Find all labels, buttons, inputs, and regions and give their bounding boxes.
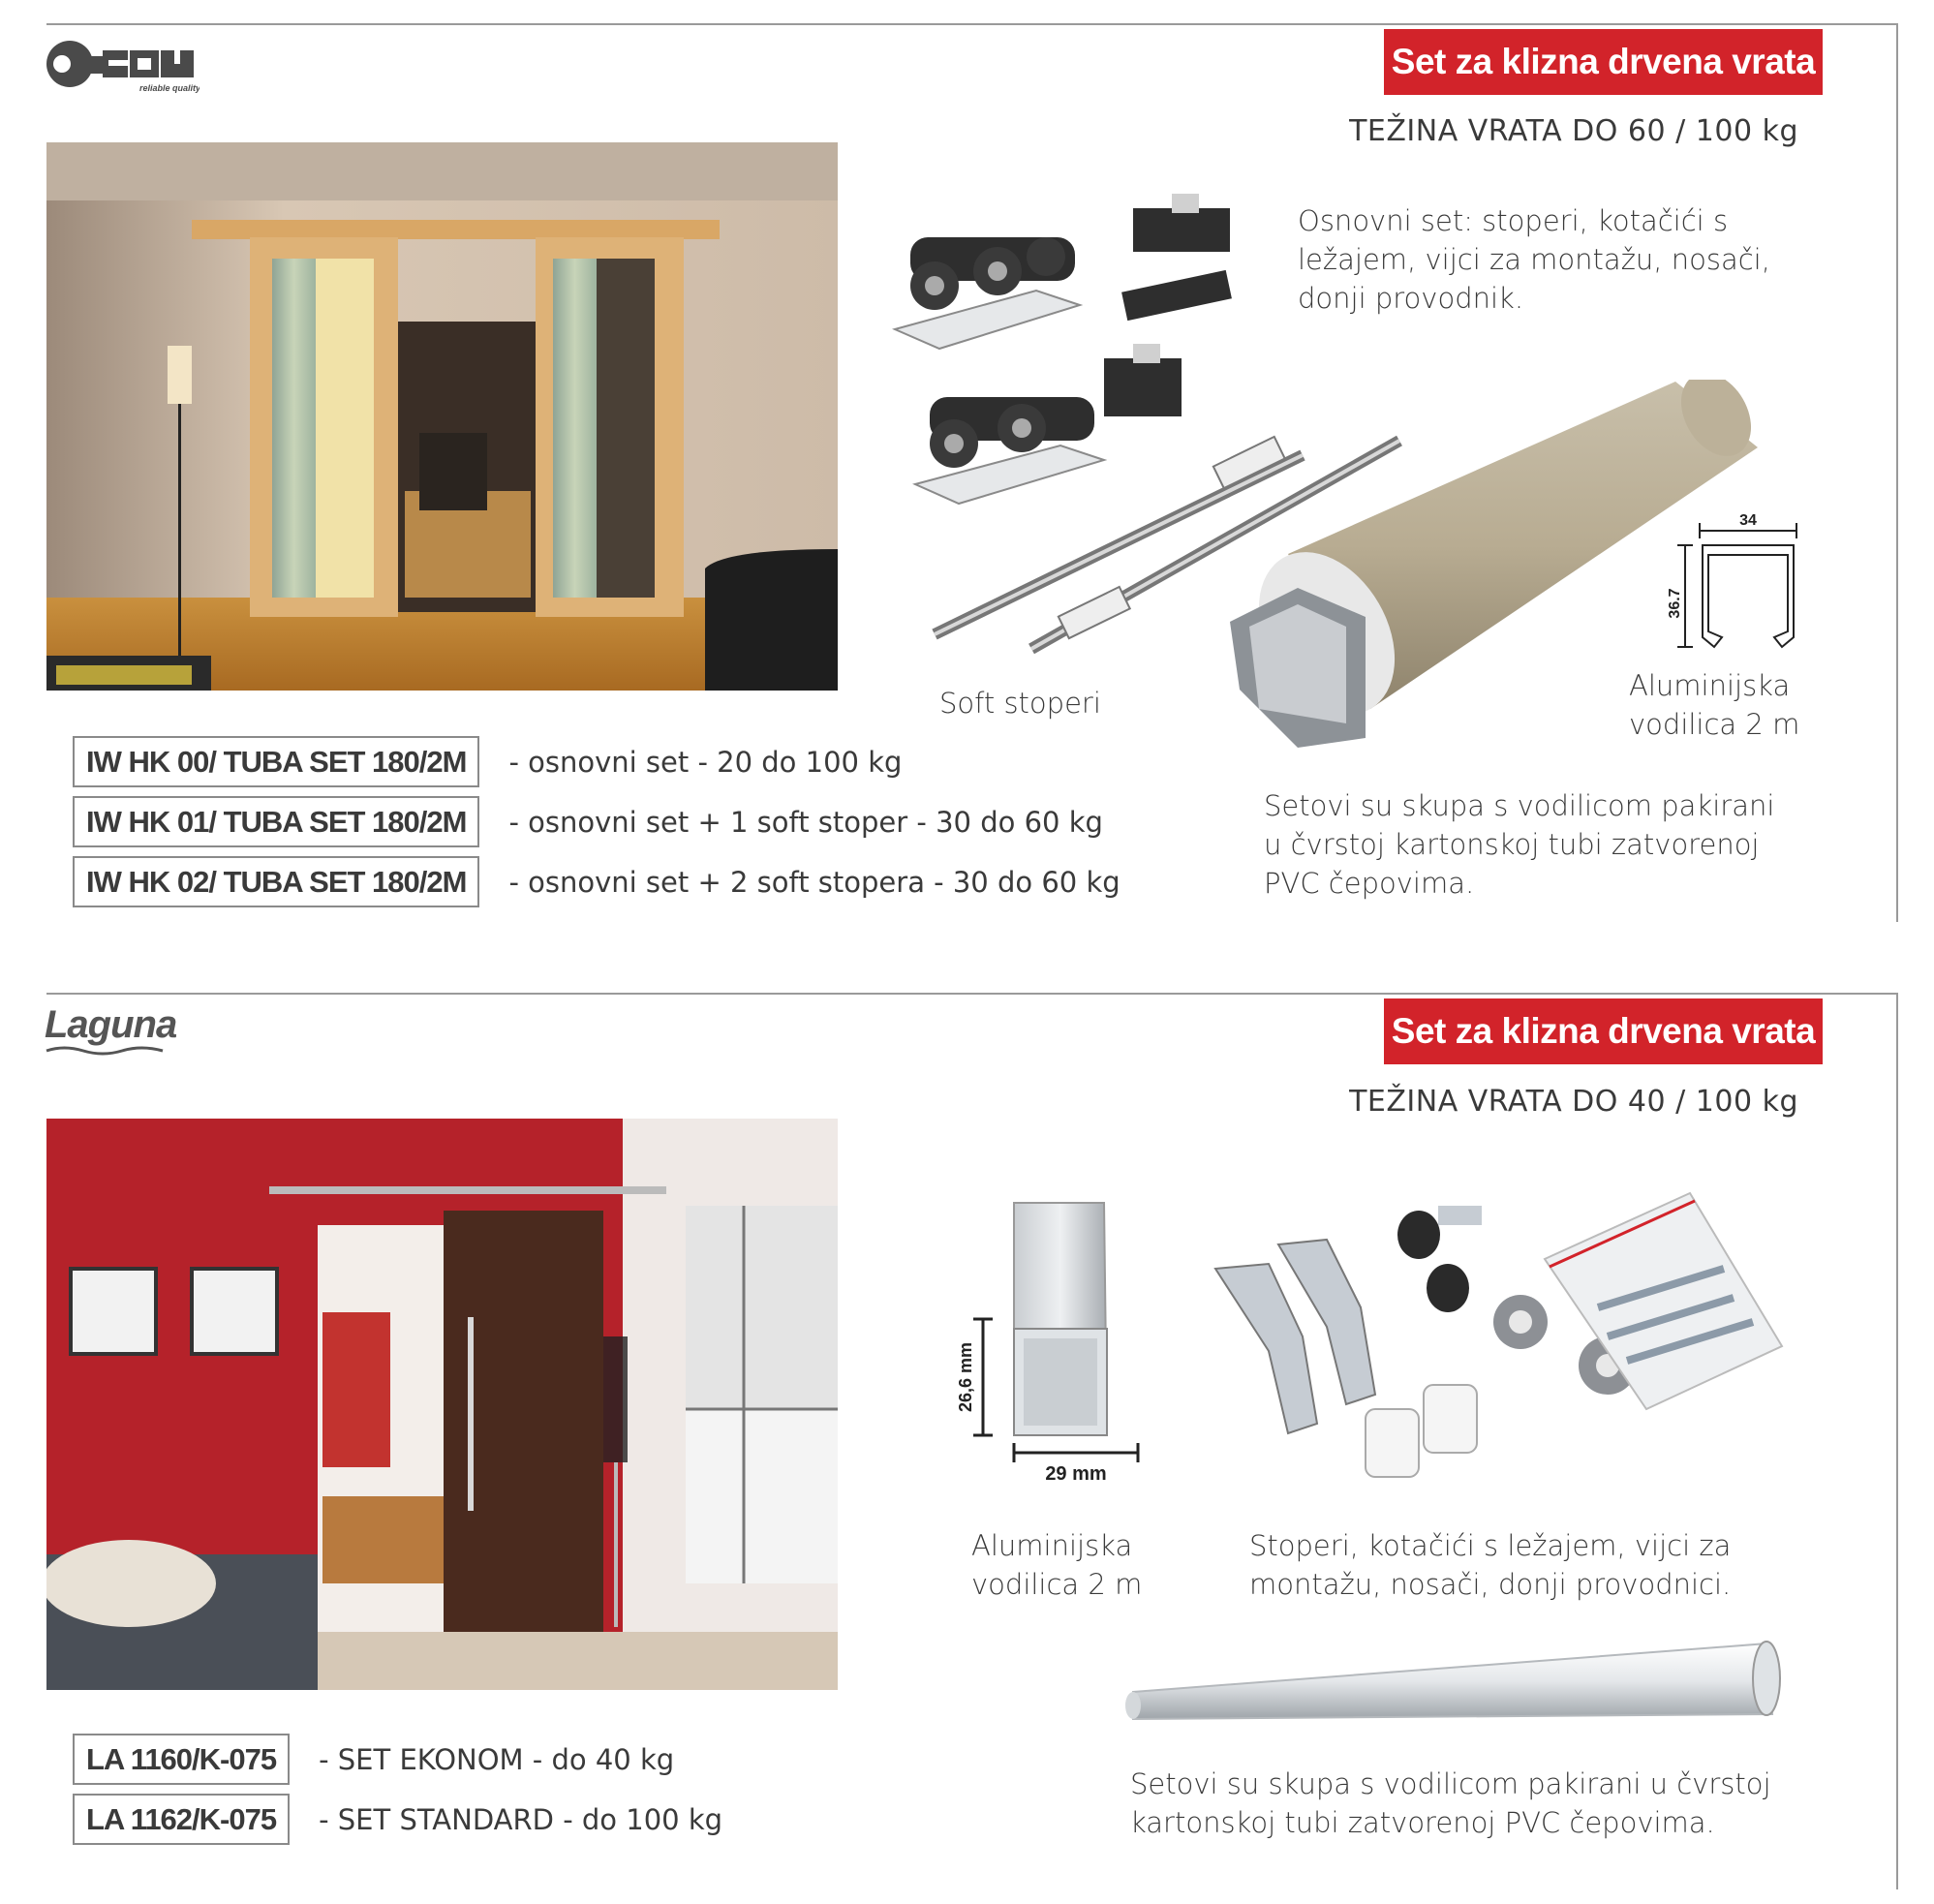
aluminium-rail-image — [944, 1193, 1148, 1488]
soft-stoppers-caption: Soft stoperi — [939, 687, 1101, 720]
packaging-tube-image — [1123, 1632, 1782, 1742]
laguna-logo-text: Laguna — [45, 1003, 177, 1046]
product-row — [73, 1734, 674, 1785]
top-divider — [46, 23, 1898, 25]
product-row — [73, 856, 1120, 907]
product-description: - SET STANDARD - do 100 kg — [319, 1802, 723, 1836]
product-description: - osnovni set - 20 do 100 kg — [508, 745, 903, 779]
rail-caption — [971, 1526, 1142, 1604]
caption-line: Setovi su skupa s vodilicom pakirani — [1264, 789, 1775, 822]
product-code: IW HK 02/ TUBA SET 180/2M — [73, 856, 479, 907]
caption-line: vodilica 2 m — [971, 1568, 1143, 1601]
room-photo — [46, 142, 838, 691]
caption-line: kartonskoj tubi zatvorenoj PVC čepovima. — [1130, 1806, 1715, 1839]
rail-height-label: 26,6 mm — [956, 1341, 975, 1413]
rail-caption — [1629, 666, 1799, 744]
basic-set-caption — [1298, 201, 1770, 318]
fom-tagline: reliable quality — [139, 83, 200, 93]
product-description: - osnovni set + 2 soft stopera - 30 do 60 kg — [508, 865, 1120, 899]
room-photo — [46, 1119, 838, 1690]
right-divider — [1896, 23, 1898, 922]
door-weight: TEŽINA VRATA DO 60 / 100 kg — [1349, 114, 1798, 148]
right-divider — [1896, 993, 1898, 1889]
caption-line: Osnovni set: stoperi, kotačići s — [1298, 204, 1729, 237]
fom-logo — [45, 37, 200, 99]
packaging-caption — [1130, 1765, 1771, 1842]
profile-height-label: 36.7 — [1667, 588, 1683, 619]
banner-title: Set za klizna drvena vrata — [1384, 998, 1823, 1064]
product-code: LA 1160/K-075 — [73, 1734, 290, 1785]
caption-line: Aluminijska — [971, 1529, 1133, 1562]
product-row — [73, 796, 1103, 847]
product-row — [73, 1794, 722, 1845]
caption-line: Aluminijska — [1629, 669, 1791, 702]
top-divider — [46, 993, 1898, 995]
caption-line: montažu, nosači, donji provodnici. — [1249, 1568, 1732, 1601]
banner-title: Set za klizna drvena vrata — [1384, 29, 1823, 95]
product-description: - SET EKONOM - do 40 kg — [319, 1742, 675, 1776]
packaging-caption — [1264, 786, 1774, 903]
caption-line: u čvrstoj kartonskoj tubi zatvorenoj — [1264, 828, 1760, 861]
caption-line: donji provodnik. — [1298, 282, 1524, 315]
product-code: IW HK 00/ TUBA SET 180/2M — [73, 736, 479, 787]
rail-profile-drawing — [1666, 511, 1801, 660]
caption-line: PVC čepovima. — [1264, 867, 1475, 900]
product-description: - osnovni set + 1 soft stoper - 30 do 60 kg — [508, 805, 1103, 839]
caption-line: Stoperi, kotačići s ležajem, vijci za — [1249, 1529, 1732, 1562]
rail-width-label: 29 mm — [1045, 1463, 1107, 1484]
product-code: IW HK 01/ TUBA SET 180/2M — [73, 796, 479, 847]
hardware-parts-image — [1211, 1191, 1792, 1505]
profile-width-label: 34 — [1739, 512, 1757, 529]
laguna-logo — [45, 1003, 176, 1057]
caption-line: Setovi su skupa s vodilicom pakirani u čvrstoj — [1130, 1767, 1771, 1800]
product-row — [73, 736, 902, 787]
parts-caption — [1249, 1526, 1731, 1604]
door-weight: TEŽINA VRATA DO 40 / 100 kg — [1349, 1085, 1798, 1119]
caption-line: vodilica 2 m — [1629, 708, 1800, 741]
caption-line: ležajem, vijci za montažu, nosači, — [1298, 243, 1770, 276]
product-code: LA 1162/K-075 — [73, 1794, 290, 1845]
